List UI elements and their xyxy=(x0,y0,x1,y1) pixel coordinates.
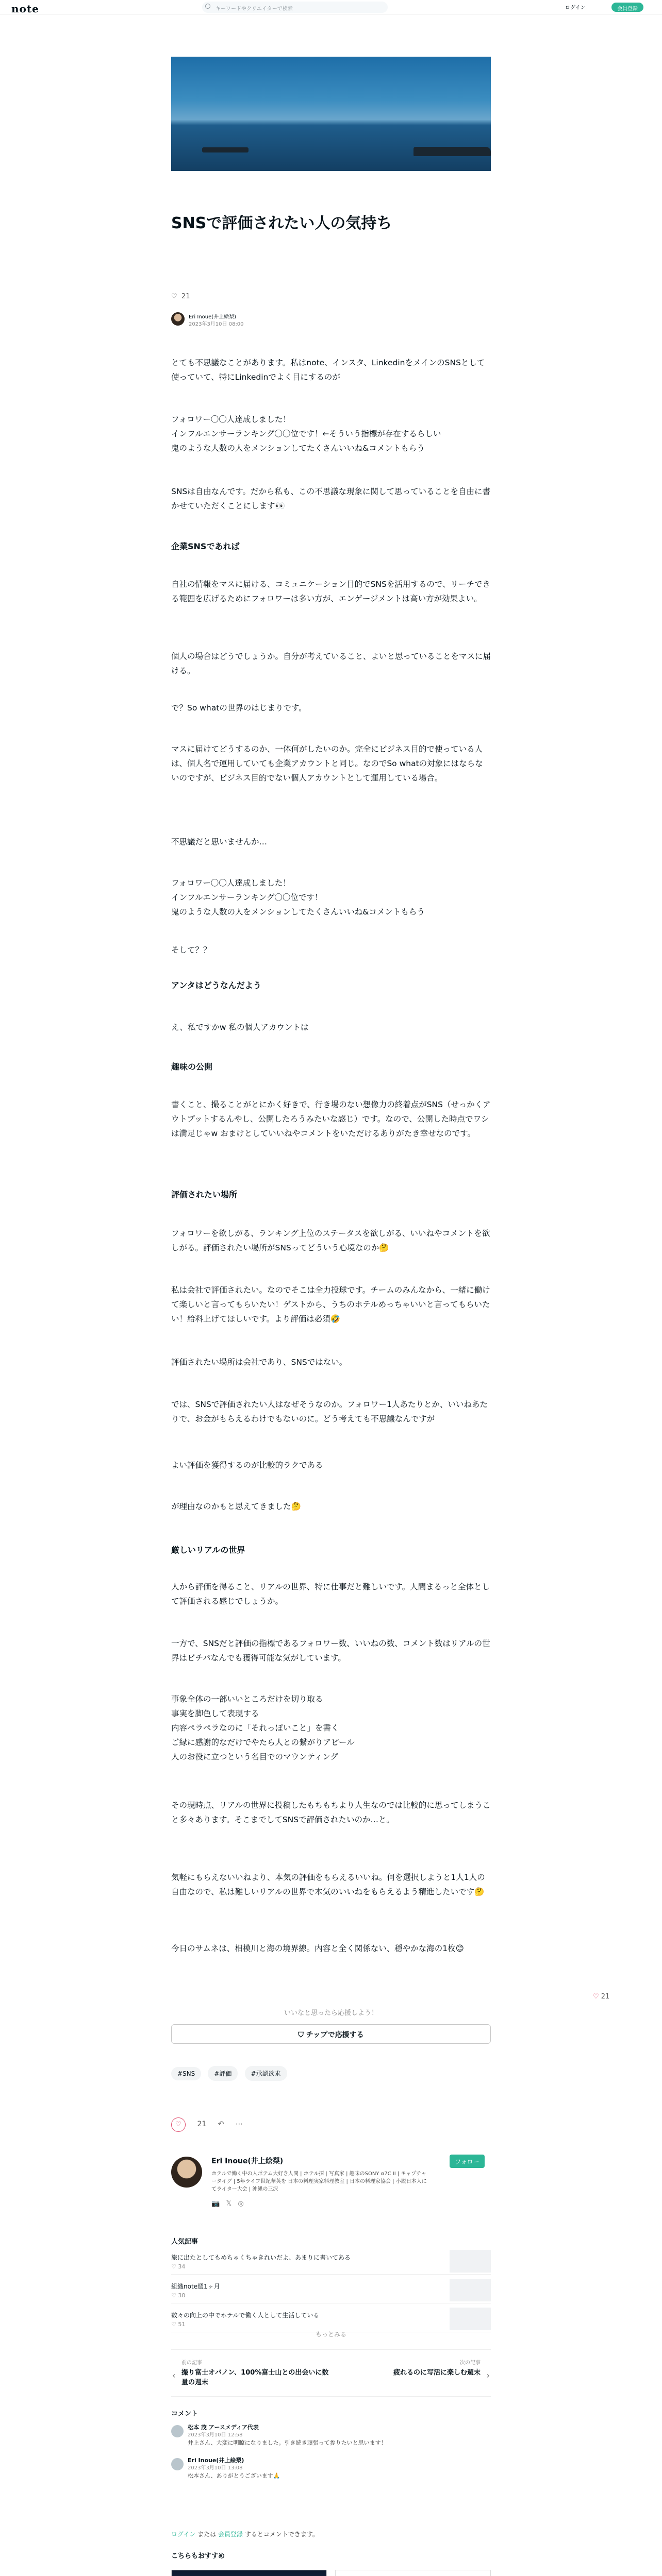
tag[interactable]: #承認欲求 xyxy=(245,2066,287,2081)
instagram-icon[interactable]: ◎ xyxy=(238,2200,244,2208)
commenter-avatar[interactable] xyxy=(171,2458,184,2470)
paragraph: マスに届けてどうするのか、一体何がしたいのか。完全にビジネス目的で使っている人は、個人名で運用していても企業アカウントと同じ。なのでSo whatの対象にはならないのですが、ビジネス目的でない個人アカウントとして運用している場合。 xyxy=(171,744,483,783)
comment-heading: コメント xyxy=(171,2410,198,2418)
x-icon[interactable]: 𝕏 xyxy=(226,2200,232,2208)
recommendations xyxy=(171,2550,491,2560)
comment-text: 松本さん、ありがとうございます🙏 xyxy=(188,2472,280,2479)
search-icon xyxy=(205,4,210,9)
paragraph: その現時点、リアルの世界に投稿したもちもちより人生なのでは比較的に思ってしまうこと多々あります。そこまでしてSNSで評価されたいのか…と。 xyxy=(171,1801,491,1824)
popular-title: 数々の向上の中でホテルで働く人として生活している xyxy=(171,2312,320,2319)
next-article-link[interactable]: 次の記事 疲れるのに写活に楽しむ週末 xyxy=(393,2360,481,2377)
tip-icon: ⛉ xyxy=(298,2031,304,2039)
paragraph: 書くこと、撮ることがとにかく好きで、行き場のない想像力の終着点がSNS（せっかくアウトプットするんやし、公開したろうみたいな感じ）です。なので、公開した時点でワシは満足じゃw おまけとしていいねやコメントをいただけるありがたき幸せなのです。 xyxy=(171,1100,491,1138)
paragraph: 不思議だと思いませんか… xyxy=(171,837,268,846)
like-count[interactable] xyxy=(171,293,190,300)
paragraph: とても不思議なことがあります。私はnote、インスタ、LinkedinをメインのSNSとして使っていて、特にLinkedinでよく目にするのが xyxy=(171,358,485,382)
recommend-card[interactable] xyxy=(335,2570,491,2576)
like-count-bottom: 21 xyxy=(197,2120,207,2128)
profile-avatar[interactable] xyxy=(171,2157,202,2188)
paragraph: では、SNSで評価されたい人はなぜそうなのか。フォロワー1人あたりとか、いいねあたりで、お金がもらえるわけでもないのに。どう考えても不思議なんですが xyxy=(171,1400,488,1423)
profile-social-links xyxy=(211,2200,244,2208)
profile-name[interactable]: Eri Inoue(井上絵梨) xyxy=(211,2157,284,2165)
popular-title: 組織note週1ヶ月 xyxy=(171,2283,220,2290)
comment xyxy=(171,2456,491,2489)
header xyxy=(0,0,662,14)
note-logo[interactable]: note xyxy=(11,3,39,15)
hero-pier-silhouette xyxy=(413,147,491,156)
tag[interactable]: #評価 xyxy=(208,2066,238,2081)
comment-section xyxy=(171,2408,491,2489)
card-thumbnail xyxy=(171,2570,327,2576)
paragraph: 気軽にもらえないいねより、本気の評価をもらえるいいね。何を選択しようと1人1人の自由なので、私は難しいリアルの世界で本気のいいねをもらえるよう精進したいです🤔 xyxy=(171,1873,485,1896)
support-box xyxy=(171,2007,491,2050)
login-link[interactable]: ログイン xyxy=(171,2531,196,2538)
tag-list xyxy=(171,2066,291,2081)
popular-likes: ♡ 51 xyxy=(171,2321,186,2328)
floating-like[interactable]: ♡ 21 xyxy=(593,1993,610,2001)
more-link[interactable]: もっとみる xyxy=(315,2331,346,2338)
comment-login-prompt: ログイン または 会員登録 するとコメントできます。 xyxy=(171,2531,319,2538)
paragraph: 自社の情報をマスに届ける、コミュニケーション目的でSNSを活用するので、リーチできる範囲を広げるためにフォロワーは多い方が、エンゲージメントは高い方が効果よい。 xyxy=(171,580,491,603)
author-avatar[interactable] xyxy=(171,312,185,326)
paragraph: 私は会社で評価されたい。なのでそこは全力投球です。チームのみんなから、一緒に働けて楽しいと言ってもらいたい！ゲストから、うちのホテルめっちゃいいと言ってもらいたい！給料上げてほしいです。より評価は必須🤣 xyxy=(171,1285,490,1324)
paragraph: 評価されたい場所は会社であり、SNSではない。 xyxy=(171,1358,347,1367)
popular-thumbnail xyxy=(450,2250,491,2273)
paragraph: で？So whatの世界のはじまりです。 xyxy=(171,703,307,713)
paragraph: 人から評価を得ること、リアルの世界、特に仕事だと難しいです。人間まるっと全体として評価される感じでしょうか。 xyxy=(171,1582,490,1606)
chevron-left-icon[interactable]: ‹ xyxy=(172,2370,176,2380)
tag[interactable]: #SNS xyxy=(171,2067,201,2080)
share-icon[interactable]: ⋯ xyxy=(235,2120,243,2128)
author-name[interactable]: Eri Inoue(井上絵梨) xyxy=(189,314,237,320)
paragraph: 今日のサムネは、相模川と海の境界線。内容と全く関係ない、穏やかな海の1枚😊 xyxy=(171,1944,464,1953)
paragraph: フォロワーを欲しがる、ランキング上位のステータスを欲しがる、いいねやコメントを欲しがる。評価されたい場所がSNSってどういう心境なのか🤔 xyxy=(171,1229,490,1252)
chevron-right-icon[interactable]: › xyxy=(486,2370,490,2380)
heart-icon: ♡ xyxy=(593,1993,599,2001)
article-title: SNSで評価されたい人の気持ち xyxy=(171,214,392,232)
publish-date: 2023年3月10日 08:00 xyxy=(189,321,244,327)
commenter-name[interactable]: 松本 茂 アースメディア代表 xyxy=(188,2424,259,2431)
comment-text: 井上さん、大変に明瞭になりました。引き続き頑張って参りたいと思います！ xyxy=(188,2439,387,2446)
paragraph: よい評価を獲得するのが比較的ラクである xyxy=(171,1461,323,1470)
signup-button[interactable]: 会員登録 xyxy=(611,3,643,12)
popular-thumbnail xyxy=(450,2279,491,2301)
list-item[interactable] xyxy=(171,2275,491,2303)
paragraph: 個人の場合はどうでしょうか。自分が考えていること、よいと思っていることをマスに届ける。 xyxy=(171,652,491,675)
commenter-avatar[interactable] xyxy=(171,2425,184,2437)
popular-articles xyxy=(171,2236,491,2332)
heart-icon: ♡ xyxy=(171,293,177,300)
popular-likes: ♡ 34 xyxy=(171,2263,186,2270)
section-heading: 厳しいリアルの世界 xyxy=(171,1545,245,1555)
camera-icon[interactable]: 📷 xyxy=(211,2200,220,2208)
search-input[interactable]: キーワードやクリエイターで検索 xyxy=(202,2,388,13)
paragraph: が理由なのかもと思えてきました🤔 xyxy=(171,1502,301,1511)
recommend-heading: こちらもおすすめ xyxy=(171,2552,225,2560)
paragraph: フォロワー〇〇人達成しました！ インフルエンサーランキング〇〇位です！ 鬼のような人数の人をメンションしてたくさんいいね&コメントもらう xyxy=(171,878,425,917)
list-item[interactable] xyxy=(171,2303,491,2332)
comment xyxy=(171,2423,491,2456)
popular-title: 旅に出たとしてもめちゃくちゃきれいだよ、あまりに書いてある xyxy=(171,2254,351,2261)
like-button[interactable]: ♡ xyxy=(171,2117,186,2132)
like-number: 21 xyxy=(181,293,190,300)
popular-likes: ♡ 30 xyxy=(171,2292,186,2299)
section-heading: 趣味の公開 xyxy=(171,1062,213,1072)
list-item[interactable] xyxy=(171,2246,491,2275)
hero-boat-silhouette xyxy=(202,147,249,152)
profile-bio: ホテルで働く中の人ポテム大好き人間 | ホテル探 | 写真家 | 趣味のSONY α7C II | キャプチャータイグ | 5年ライフ世紀華英を 日本の料理実家料理教室 | 日本の料理家協会 | 小説日本人にてライター大会 | 沖縄の三沢 xyxy=(211,2171,427,2192)
recommend-card[interactable] xyxy=(171,2570,327,2576)
paragraph: SNSは自由なんです。だから私も、この不思議な現象に関して思っていることを自由に書かせていただくことにします👀 xyxy=(171,487,491,511)
hero-image xyxy=(171,57,491,171)
action-bar xyxy=(171,2117,252,2132)
paragraph: え、私ですかw 私の個人アカウントは xyxy=(171,1023,309,1032)
reply-icon[interactable]: ↶ xyxy=(218,2120,224,2128)
section-heading: 評価されたい場所 xyxy=(171,1190,238,1199)
comment-date: 2023年3月10日 13:08 xyxy=(188,2465,243,2471)
tip-button[interactable]: ⛉ チップで応援する xyxy=(171,2024,491,2044)
login-link[interactable]: ログイン xyxy=(565,5,586,11)
section-heading: アンタはどうなんだよう xyxy=(171,980,261,990)
comment-date: 2023年3月10日 12:58 xyxy=(188,2432,243,2438)
paragraph: フォロワー〇〇人達成しました！ インフルエンサーランキング〇〇位です！←そういう指標が存在するらしい 鬼のような人数の人をメンションしてたくさんいいね&コメントもらう xyxy=(171,415,441,453)
follow-button[interactable]: フォロー xyxy=(450,2155,485,2168)
section-heading: 企業SNSであれば xyxy=(171,541,240,551)
prev-article-link[interactable]: 前の記事 撮り富士オバノン、100%富士山との出会いに数量の週末 xyxy=(181,2360,329,2386)
support-caption: いいなと思ったら応援しよう！ xyxy=(284,2009,378,2017)
popular-thumbnail xyxy=(450,2308,491,2330)
popular-heading: 人気記事 xyxy=(171,2238,198,2246)
paragraph: 一方で、SNSだと評価の指標であるフォロワー数、いいねの数、コメント数はリアルの世界はビチパなんでも獲得可能な気がしています。 xyxy=(171,1639,490,1663)
commenter-name[interactable]: Eri Inoue(井上絵梨) xyxy=(188,2457,244,2464)
article-navigation xyxy=(171,2349,491,2397)
card-thumbnail xyxy=(335,2570,491,2576)
signup-link[interactable]: 会員登録 xyxy=(218,2531,243,2538)
paragraph: 事象全体の一部いいところだけを切り取る 事実を脚色して表現する 内容ペラペラなのに「それっぽいこと」を書く ご縁に感謝的なだけでやたら人との繋がりアピール 人のお役に立つという名目でのマウンティング xyxy=(171,1694,355,1761)
paragraph: そして？？ xyxy=(171,945,211,955)
